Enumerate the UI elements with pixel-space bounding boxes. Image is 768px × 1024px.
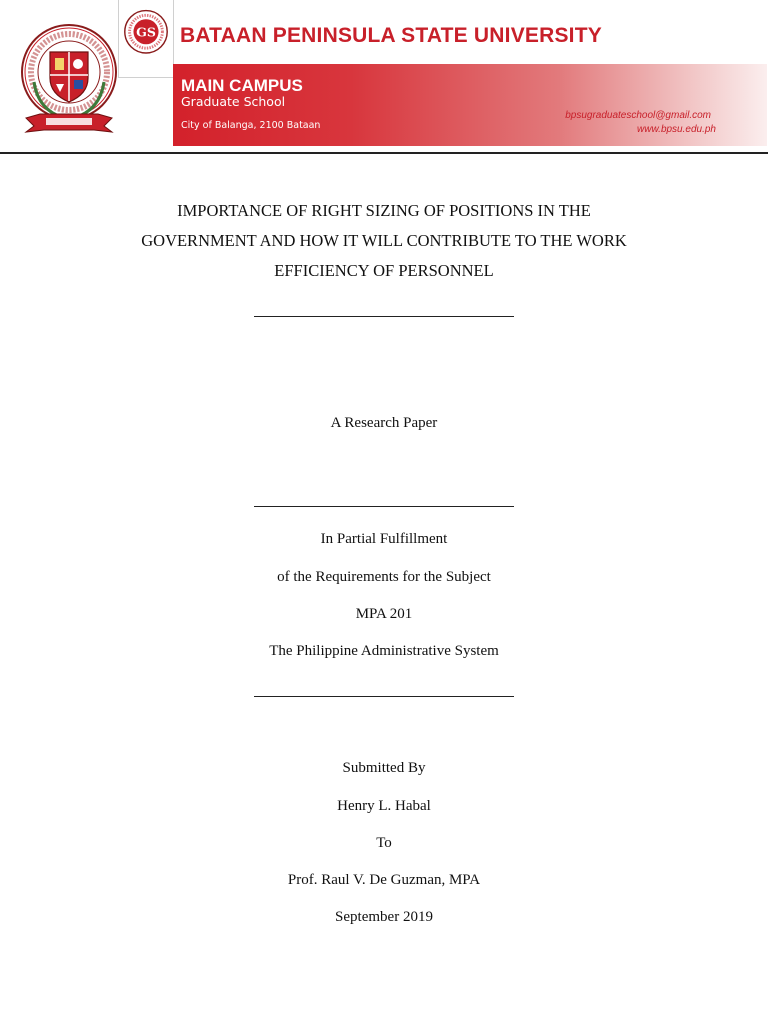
university-name: BATAAN PENINSULA STATE UNIVERSITY — [180, 24, 602, 47]
title-line-2: GOVERNMENT AND HOW IT WILL CONTRIBUTE TO THE WORK — [141, 231, 627, 250]
school-name: Graduate School — [181, 94, 286, 109]
letterhead — [0, 0, 768, 160]
fulfillment-text: In Partial Fulfillment — [320, 531, 448, 547]
paper-title — [60, 196, 708, 286]
contact-email: bpsugraduateschool@gmail.com — [565, 110, 711, 121]
title-line-3: EFFICIENCY OF PERSONNEL — [274, 261, 494, 280]
separator-line — [254, 696, 514, 697]
subject-name: The Philippine Administrative System — [269, 643, 499, 659]
header-divider — [0, 152, 768, 154]
recipient-name: Prof. Raul V. De Guzman, MPA — [287, 872, 481, 888]
author-name: Henry L. Habal — [337, 798, 431, 814]
separator-line — [254, 316, 514, 317]
to-label: To — [376, 835, 392, 851]
submitted-by-label: Submitted By — [342, 760, 426, 776]
title-line-1: IMPORTANCE OF RIGHT SIZING OF POSITIONS IN THE — [177, 201, 591, 220]
campus-name: MAIN CAMPUS — [181, 76, 303, 95]
separator-line — [254, 506, 514, 507]
subject-code: MPA 201 — [355, 606, 413, 622]
graduate-school-logo — [118, 0, 174, 78]
paper-type: A Research Paper — [330, 415, 438, 431]
contact-website: www.bpsu.edu.ph — [637, 124, 716, 135]
svg-text:GS: GS — [136, 24, 156, 40]
submission-date: September 2019 — [335, 909, 433, 925]
requirements-text: of the Requirements for the Subject — [277, 569, 491, 585]
university-seal-logo — [20, 22, 118, 142]
campus-address: City of Balanga, 2100 Bataan — [181, 120, 321, 131]
campus-banner — [173, 64, 767, 146]
